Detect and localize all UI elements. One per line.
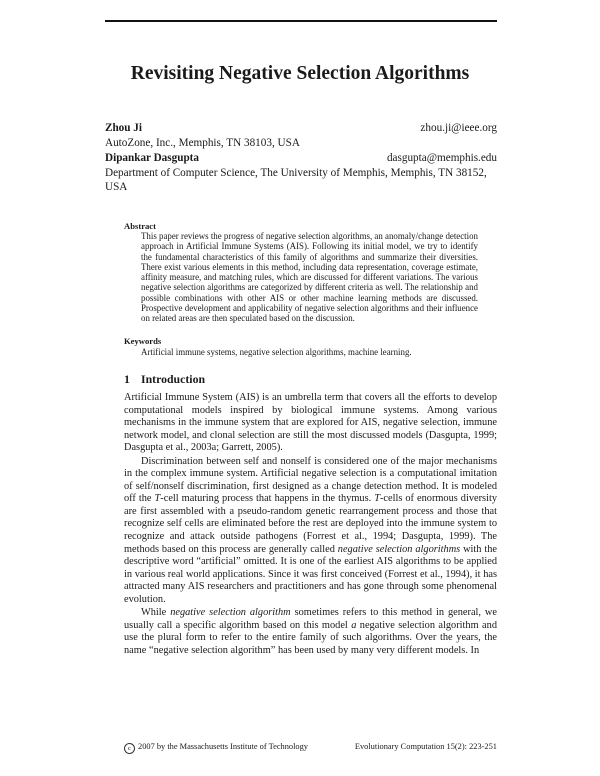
- top-rule: [105, 20, 497, 22]
- abstract-text: This paper reviews the progress of negative selection algorithms, an anomaly/change detection approach in Artificial Immune Systems (AIS). Following its initial model, we try to identify the fundamental characteristics of this family of algorithms and summarize their diversities. There exist various elements in this method, including data representation, coverage estimate, affinity measure, and matching rules, which are discussed for different variations. The various negative selection algorithms are categorized by different criteria as well. The relationship and possible combinations with other AIS or other machine learning methods are discussed. Prospective development and applicability of negative selection algorithms and their influence on related areas are then speculated based on the discussion.: [141, 231, 478, 324]
- author-block-1: [105, 121, 497, 150]
- author-email: zhou.ji@ieee.org: [420, 122, 497, 134]
- abstract-heading: Abstract: [124, 221, 156, 231]
- section-title: Introduction: [141, 372, 206, 386]
- author-affiliation: Department of Computer Science, The University of Memphis, Memphis, TN 38152, USA: [105, 166, 487, 193]
- footer-journal: Evolutionary Computation 15(2): 223-251: [354, 742, 497, 751]
- author-email: dasgupta@memphis.edu: [386, 152, 497, 164]
- keywords-heading: Keywords: [124, 336, 162, 346]
- author-affiliation: AutoZone, Inc., Memphis, TN 38103, USA: [105, 136, 300, 149]
- paragraph: While negative selection algorithm sometimes refers to this method in general, we usually call a specific algorithm based on this model a negative selection algorithm and use the plural form to refer to the entire family of such algorithms. Over the years, the name “negative selection algorithm” has been used by many very different models. In: [124, 607, 497, 656]
- paragraph: Discrimination between self and nonself is considered one of the major mechanisms in the complex immune system. Artificial negative selection is a computational imitation of self/nonself discrimination, first designed as a change detection method. It is modeled off the T-cell maturing process that happens in the thymus. T-cells of enormous diversity are first assembled with a pseudo-random genetic rearrangement process and those that recognize self cells are eliminated before the rest are deployed into the immune system to recognize and attack outside pathogens (Forrest et al., 1994; Dasgupta, 1999). The methods based on this process are generally called negative selection algorithms with the descriptive word “artificial” omitted. It is one of the earliest AIS algorithms to be applied in various real world applications. Since it was first conceived (Forrest et al., 1994), it has attracted many AIS researchers and practitioners and has gone through some phenomenal evolution.: [124, 455, 498, 605]
- section-heading: [124, 372, 205, 387]
- author-block-2: [105, 151, 497, 195]
- author-name: Zhou Ji: [105, 122, 142, 134]
- section-number: 1: [124, 372, 130, 386]
- paragraph: Artificial Immune System (AIS) is an umbrella term that covers all the efforts to develop computational models inspired by biological immune systems. Among various mechanisms in the immune system that are explored for AIS, negative selection, immune network model, and clonal selection are still the most discussed models (Dasgupta, 1999; Dasgupta et al., 2003a; Garrett, 2005).: [124, 392, 497, 454]
- copyright-icon: c: [124, 743, 135, 754]
- keywords-text: Artificial immune systems, negative selection algorithms, machine learning.: [141, 347, 412, 357]
- author-name: Dipankar Dasgupta: [105, 152, 199, 164]
- paper-title: Revisiting Negative Selection Algorithms: [130, 63, 470, 84]
- body-text: [124, 392, 497, 657]
- footer-copyright: c 2007 by the Massachusetts Institute of Technology: [124, 742, 308, 754]
